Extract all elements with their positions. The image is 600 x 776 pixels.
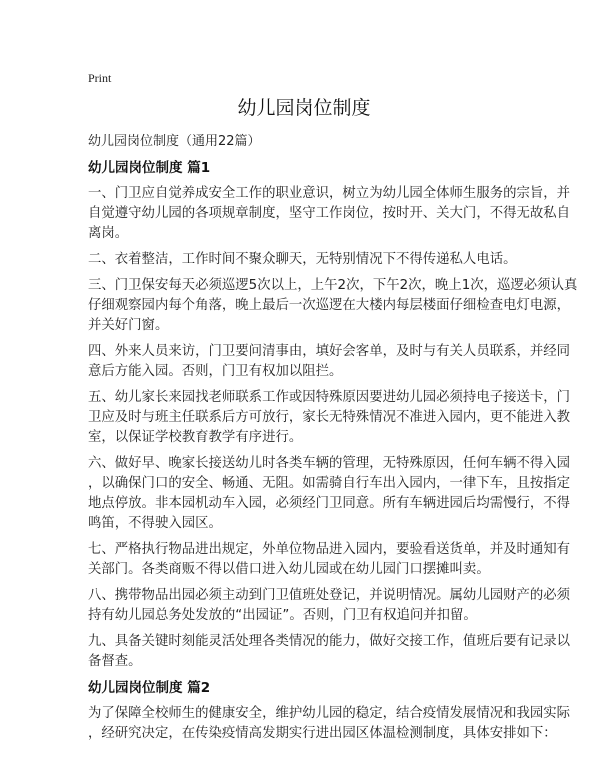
document-body [88,158,578,744]
paragraph-line: 四、外来人员来访，门卫要问清事由，填好会客单，及时与有关人员联系，并经同 [88,344,571,359]
paragraph-line: 一、门卫应自觉养成安全工作的职业意识，树立为幼儿园全体师生服务的宗旨，并 [88,186,571,201]
paragraph-line: 意后方能入园。否则，门卫有权加以阻拦。 [88,364,343,379]
paragraph-line: 九、具备关键时刻能灵活处理各类情况的能力，做好交接工作，值班后要有记录以 [88,634,571,649]
paragraph-line: 自觉遵守幼儿园的各项规章制度，坚守工作岗位，按时开、关大门，不得无故私自 [88,206,571,221]
paragraph [88,632,571,672]
section-heading: 幼儿园岗位制度 篇1 [88,160,211,176]
paragraph-line: 三、门卫保安每天必须巡逻5次以上，上午2次，下午2次，晚上1次，巡逻必须认真 [88,278,578,293]
section-heading: 幼儿园岗位制度 篇2 [88,680,211,696]
paragraph-line: 持有幼儿园总务处发放的“出园证”。否则，门卫有权追问并扣留。 [88,608,477,623]
print-label: Print [88,71,112,85]
paragraph-line: 室，以保证学校教育教学有序进行。 [88,430,303,445]
paragraph-line: 卫应及时与班主任联系后方可放行，家长无特殊情况不准进入园内，更不能进入教 [88,410,571,425]
paragraph-line: 鸣笛，不得驶入园区。 [88,516,222,531]
document-page [88,68,578,744]
paragraph-line: 五、幼儿家长来园找老师联系工作或因特殊原因要进幼儿园必须持电子接送卡，门 [88,390,571,405]
paragraph [88,184,571,244]
paragraph-line: 仔细观察园内每个角落，晚上最后一次巡逻在大楼内每层楼面仔细检查电灯电源， [88,298,571,313]
paragraph [88,388,571,448]
document-subtitle: 幼儿园岗位制度（通用22篇） [88,134,261,149]
paragraph [88,454,571,534]
paragraph-line: 七、严格执行物品进出规定，外单位物品进入园内，要验看送货单，并及时通知有 [88,542,571,557]
paragraph-line: 八、携带物品出园必须主动到门卫值班处登记，并说明情况。属幼儿园财产的必须 [88,588,571,603]
paragraph [88,704,571,744]
paragraph-line: 地点停放。非本园机动车入园，必须经门卫同意。所有车辆进园后均需慢行，不得 [88,496,571,511]
document-title: 幼儿园岗位制度 [237,97,371,119]
paragraph-line: 六、做好早、晚家长接送幼儿时各类车辆的管理，无特殊原因，任何车辆不得入园 [88,456,571,471]
paragraph [88,540,571,580]
paragraph-line: 关部门。各类商贩不得以借口进入幼儿园或在幼儿园门口摆摊叫卖。 [88,562,490,577]
paragraph-line: 并关好门窗。 [88,318,169,333]
paragraph-line: ，经研究决定，在传染疫情高发期实行进出园区体温检测制度，具体安排如下： [88,726,557,741]
paragraph [88,586,571,626]
paragraph [88,276,578,336]
paragraph-line: 二、衣着整洁，工作时间不聚众聊天，无特别情况下不得传递私人电话。 [88,252,517,267]
paragraph-line: 离岗。 [88,226,129,241]
paragraph [88,250,520,270]
paragraph [88,342,571,382]
paragraph-line: ，以确保门口的安全、畅通、无阻。如需骑自行车出入园内，一律下车，且按指定 [88,476,571,491]
paragraph-line: 为了保障全校师生的健康安全，维护幼儿园的稳定，结合疫情发展情况和我园实际 [88,706,571,721]
paragraph-line: 备督查。 [88,654,142,669]
